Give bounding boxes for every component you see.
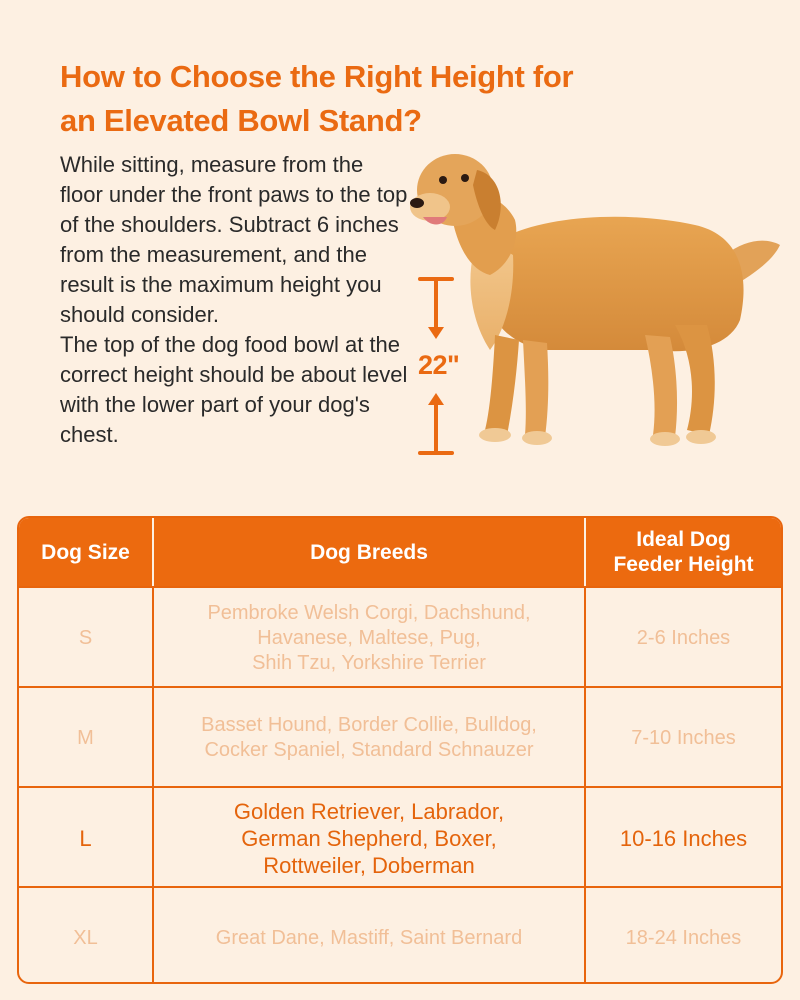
breed-line: Rottweiler, Doberman: [263, 852, 475, 878]
breed-line: Cocker Spaniel, Standard Schnauzer: [204, 739, 534, 761]
header-feeder-height: [586, 518, 781, 586]
header-dog-size: Dog Size: [19, 518, 154, 586]
row-height: 10-16 Inches: [619, 825, 748, 851]
row-size: XL: [19, 888, 154, 984]
measurement-label: 22": [418, 350, 460, 380]
breed-line: Shih Tzu, Yorkshire Terrier: [252, 651, 486, 674]
table-row-highlighted: [19, 786, 781, 888]
row-height: 2-6 Inches: [636, 626, 731, 649]
breed-line: Basset Hound, Border Collie, Bulldog,: [201, 714, 537, 736]
height-table: [17, 516, 783, 984]
breed-line: Havanese, Maltese, Pug,: [257, 626, 481, 649]
breed-line: German Shepherd, Boxer,: [241, 825, 497, 851]
page-title: [60, 55, 700, 143]
table-row: [19, 586, 781, 688]
row-size: M: [19, 688, 154, 788]
header-feeder-height-line-2: Feeder Height: [613, 553, 754, 576]
row-height: 18-24 Inches: [625, 926, 742, 949]
title-line-2: an Elevated Bowl Stand?: [60, 103, 422, 138]
breed-line: Golden Retriever, Labrador,: [233, 798, 505, 824]
table-row: [19, 686, 781, 788]
instructions: [60, 150, 410, 450]
table-header: [19, 518, 781, 586]
breed-line: Pembroke Welsh Corgi, Dachshund,: [207, 601, 531, 624]
title-line-1: How to Choose the Right Height for: [60, 59, 574, 94]
row-breeds: [154, 588, 586, 688]
breed-line: Great Dane, Mastiff, Saint Bernard: [215, 926, 523, 949]
header-feeder-height-line-1: Ideal Dog: [636, 528, 731, 551]
instructions-paragraph-1: While sitting, measure from the floor under the front paws to the top of the shoulders. Subtract 6 inches from the measurement, and the result is the maximum height you should consider.: [60, 152, 408, 327]
row-size: S: [19, 588, 154, 688]
instructions-paragraph-2: The top of the dog food bowl at the correct height should be about level with the lower part of your dog's chest.: [60, 332, 408, 447]
row-breeds: [154, 888, 586, 984]
row-size: L: [19, 788, 154, 888]
table-row: [19, 886, 781, 984]
row-height: 7-10 Inches: [631, 726, 736, 749]
header-dog-breeds: Dog Breeds: [154, 518, 586, 586]
row-breeds: [154, 788, 586, 888]
row-breeds: [154, 688, 586, 788]
